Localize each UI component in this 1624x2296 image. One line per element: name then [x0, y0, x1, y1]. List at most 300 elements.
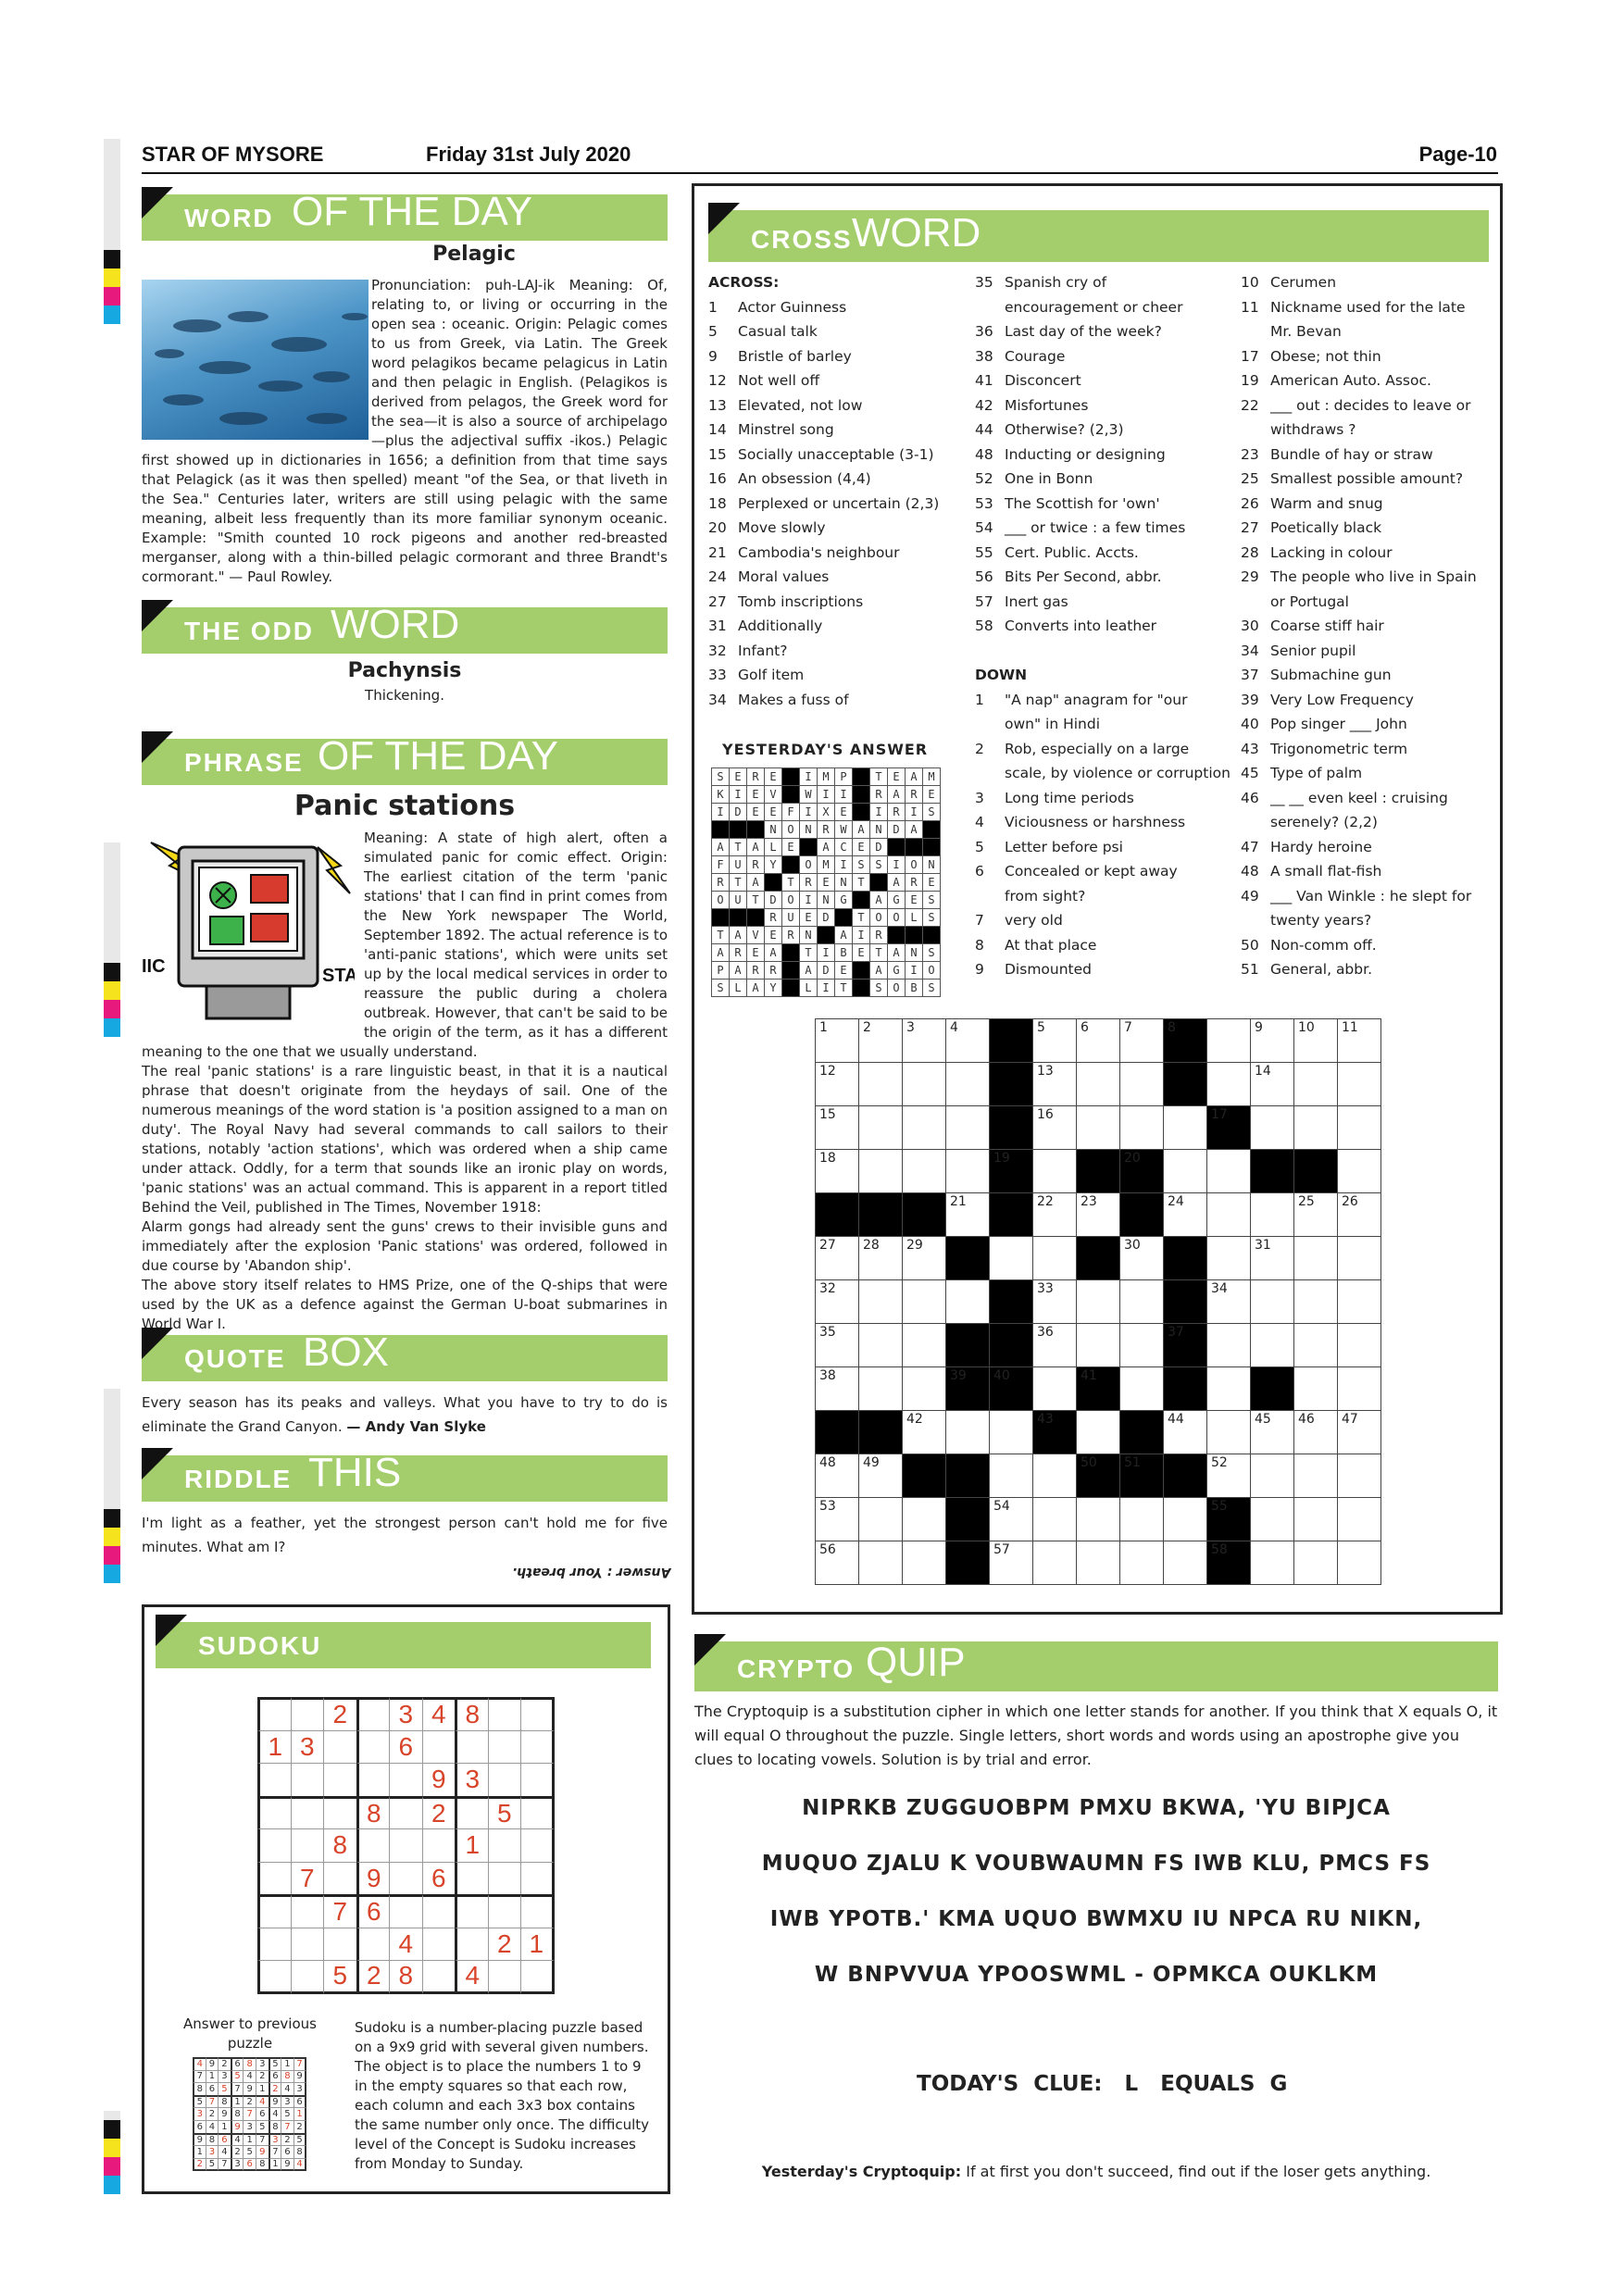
crossword-cell[interactable]	[815, 1018, 859, 1063]
crossword-cell[interactable]	[1293, 1366, 1338, 1411]
answer-letter: A	[869, 961, 888, 980]
answer-letter: K	[711, 785, 730, 804]
crossword-cell[interactable]	[1076, 1192, 1120, 1237]
cell-number: 34	[1211, 1281, 1228, 1296]
crossword-cell[interactable]	[1337, 1497, 1381, 1541]
sudoku-empty-cell[interactable]	[356, 1763, 391, 1797]
sudoku-empty-cell[interactable]	[389, 1828, 423, 1863]
crossword-cell[interactable]	[1163, 1410, 1207, 1454]
cell-number: 7	[1124, 1020, 1132, 1035]
banner-title-b: WORD	[852, 210, 981, 256]
previous-answer-digit: 1	[218, 2120, 231, 2134]
banner-title-b: WORD	[331, 602, 460, 647]
crossword-cell[interactable]	[1250, 1192, 1294, 1237]
black-square	[1163, 1236, 1207, 1280]
crossword-cell[interactable]	[902, 1062, 946, 1106]
clue-item	[708, 295, 949, 320]
previous-answer-digit: 2	[193, 2158, 206, 2172]
crossword-cell[interactable]	[1206, 1454, 1251, 1498]
crossword-cell[interactable]	[945, 1410, 990, 1454]
sudoku-empty-cell[interactable]	[520, 1960, 555, 1994]
crossword-cell[interactable]	[1163, 1497, 1207, 1541]
crossword-cell[interactable]	[1337, 1366, 1381, 1411]
answer-letter: R	[887, 803, 906, 821]
sudoku-given: 2	[323, 1697, 357, 1731]
crossword-cell[interactable]	[1032, 1149, 1077, 1193]
sudoku-empty-cell[interactable]	[422, 1730, 456, 1765]
crossword-cell[interactable]	[1337, 1018, 1381, 1063]
answer-letter: E	[764, 926, 782, 944]
crossword-cell[interactable]	[1206, 1062, 1251, 1106]
crossword-cell[interactable]	[1206, 1279, 1251, 1324]
crossword-cell[interactable]	[1076, 1541, 1120, 1585]
crossword-cell[interactable]	[1119, 1236, 1164, 1280]
clue-item	[1241, 443, 1495, 468]
sudoku-empty-cell[interactable]	[520, 1697, 555, 1731]
crossword-cell[interactable]	[945, 1062, 990, 1106]
answer-letter: O	[711, 891, 730, 909]
sudoku-empty-cell[interactable]	[291, 1960, 325, 1994]
crossword-cell[interactable]	[1250, 1454, 1294, 1498]
black-square	[1119, 1192, 1164, 1237]
sudoku-empty-cell[interactable]	[323, 1763, 357, 1797]
crossword-cell[interactable]	[1163, 1541, 1207, 1585]
answer-letter: N	[869, 820, 888, 839]
sudoku-empty-cell[interactable]	[389, 1796, 423, 1830]
sudoku-empty-cell[interactable]	[520, 1763, 555, 1797]
crossword-cell[interactable]	[1206, 1236, 1251, 1280]
clue-number	[975, 884, 1005, 909]
crossword-cell[interactable]	[945, 1105, 990, 1150]
sudoku-empty-cell[interactable]	[520, 1730, 555, 1765]
sudoku-empty-cell[interactable]	[323, 1730, 357, 1765]
sudoku-empty-cell[interactable]	[520, 1894, 555, 1928]
crossword-cell[interactable]	[902, 1018, 946, 1063]
clue-number: 5	[708, 323, 718, 340]
crossword-cell[interactable]	[902, 1410, 946, 1454]
cell-number: 46	[1298, 1412, 1315, 1427]
crossword-cell[interactable]	[815, 1541, 859, 1585]
crossword-cell[interactable]	[1076, 1410, 1120, 1454]
crossword-cell[interactable]	[1250, 1062, 1294, 1106]
clue-text: withdraws ?	[1270, 421, 1356, 438]
sudoku-empty-cell[interactable]	[323, 1796, 357, 1830]
registration-yellow	[104, 2139, 120, 2157]
clue-number	[1241, 908, 1270, 933]
sudoku-empty-cell[interactable]	[356, 1928, 391, 1962]
crossword-cell[interactable]	[1250, 1105, 1294, 1150]
clue-list	[708, 295, 949, 713]
sudoku-title: SUDOKU	[198, 1631, 322, 1660]
previous-answer-digit: 4	[206, 2120, 219, 2134]
clue-number	[975, 295, 1005, 320]
crossword-cell[interactable]	[1119, 1018, 1164, 1063]
answer-letter: O	[887, 979, 906, 997]
yesterday-cryptoquip-label: Yesterday's Cryptoquip:	[761, 2163, 962, 2180]
answer-letter: O	[922, 961, 941, 980]
crossword-cell[interactable]	[815, 1236, 859, 1280]
clue-number: 22	[1241, 396, 1259, 414]
sudoku-empty-cell[interactable]	[356, 1828, 391, 1863]
cell-number: 57	[993, 1542, 1010, 1557]
crossword-cell[interactable]	[1119, 1105, 1164, 1150]
crossword-cell[interactable]	[1337, 1323, 1381, 1367]
crossword-cell[interactable]	[902, 1366, 946, 1411]
crossword-cell[interactable]	[815, 1105, 859, 1150]
sudoku-empty-cell[interactable]	[455, 1730, 489, 1765]
crossword-cell[interactable]	[1206, 1018, 1251, 1063]
crossword-cell[interactable]	[1337, 1105, 1381, 1150]
crossword-cell[interactable]	[989, 1410, 1033, 1454]
sudoku-empty-cell[interactable]	[488, 1862, 522, 1896]
crossword-cell[interactable]	[1076, 1497, 1120, 1541]
crossword-cell[interactable]	[1076, 1062, 1120, 1106]
clue-item	[1241, 957, 1495, 982]
crossword-cell[interactable]	[858, 1105, 903, 1150]
crossword-cell[interactable]	[1337, 1062, 1381, 1106]
sudoku-empty-cell[interactable]	[291, 1894, 325, 1928]
crossword-cell[interactable]	[902, 1279, 946, 1324]
sudoku-empty-cell[interactable]	[257, 1894, 292, 1928]
crossword-cell[interactable]	[1293, 1062, 1338, 1106]
sudoku-empty-cell[interactable]	[323, 1928, 357, 1962]
crossword-cell[interactable]	[1032, 1497, 1077, 1541]
crossword-cell[interactable]	[902, 1105, 946, 1150]
sudoku-empty-cell[interactable]	[323, 1862, 357, 1896]
black-square	[989, 1323, 1033, 1367]
crossword-cell[interactable]	[1337, 1541, 1381, 1585]
previous-answer-digit: 1	[193, 2145, 206, 2159]
answer-letter: A	[799, 961, 818, 980]
crossword-cell[interactable]	[902, 1497, 946, 1541]
answer-letter: N	[799, 926, 818, 944]
clue-text: "A nap" anagram for "our	[1005, 691, 1188, 708]
crossword-cell[interactable]	[1032, 1062, 1077, 1106]
clue-text: At that place	[1005, 936, 1097, 954]
crossword-cell[interactable]	[858, 1323, 903, 1367]
previous-answer-digit: 3	[294, 2082, 307, 2096]
crossword-cell[interactable]	[902, 1149, 946, 1193]
clue-item	[1241, 908, 1495, 933]
clue-text: or Portugal	[1270, 593, 1349, 610]
clue-text: Trigonometric term	[1270, 740, 1408, 757]
crossword-cell[interactable]	[858, 1149, 903, 1193]
clue-item	[1241, 663, 1495, 688]
crossword-cell[interactable]	[1293, 1497, 1338, 1541]
clue-number: 17	[1241, 347, 1259, 365]
sudoku-empty-cell[interactable]	[291, 1796, 325, 1830]
crossword-cell[interactable]	[1163, 1149, 1207, 1193]
cell-number: 33	[1037, 1281, 1054, 1296]
clue-number	[1241, 590, 1270, 615]
clue-text: Casual talk	[738, 323, 818, 340]
sudoku-empty-cell[interactable]	[455, 1894, 489, 1928]
crossword-cell[interactable]	[1076, 1018, 1120, 1063]
crossword-cell[interactable]	[902, 1541, 946, 1585]
crossword-cell[interactable]	[1206, 1323, 1251, 1367]
previous-answer-digit: 2	[243, 2095, 256, 2109]
clue-text: very old	[1005, 912, 1063, 929]
answer-letter: M	[817, 767, 835, 786]
cell-number: 11	[1342, 1020, 1358, 1035]
sudoku-empty-cell[interactable]	[488, 1697, 522, 1731]
answer-letter: I	[834, 785, 853, 804]
sudoku-empty-cell[interactable]	[520, 1828, 555, 1863]
crossword-cell[interactable]	[858, 1062, 903, 1106]
sudoku-empty-cell[interactable]	[455, 1928, 489, 1962]
clue-number: 8	[975, 936, 984, 954]
across-label: ACROSS:	[708, 274, 780, 291]
sudoku-empty-cell[interactable]	[488, 1763, 522, 1797]
crossword-cell[interactable]	[858, 1279, 903, 1324]
crossword-cell[interactable]	[1206, 1149, 1251, 1193]
previous-answer-digit: 6	[269, 2070, 282, 2084]
clue-number	[975, 761, 1005, 786]
crossword-cell[interactable]	[1032, 1279, 1077, 1324]
sudoku-empty-cell[interactable]	[488, 1828, 522, 1863]
black-square	[945, 1366, 990, 1411]
crossword-cell[interactable]	[815, 1149, 859, 1193]
crossword-cell[interactable]	[1119, 1541, 1164, 1585]
answer-letter: D	[817, 961, 835, 980]
crossword-cell[interactable]	[858, 1018, 903, 1063]
crossword-cell[interactable]	[1119, 1279, 1164, 1324]
sudoku-empty-cell[interactable]	[291, 1828, 325, 1863]
sudoku-empty-cell[interactable]	[455, 1862, 489, 1896]
answer-letter: A	[905, 820, 923, 839]
crossword-cell[interactable]	[858, 1366, 903, 1411]
sudoku-empty-cell[interactable]	[291, 1697, 325, 1731]
clue-item	[1241, 368, 1495, 393]
crossword-cell[interactable]	[1076, 1279, 1120, 1324]
crossword-cell[interactable]	[815, 1279, 859, 1324]
sudoku-empty-cell[interactable]	[422, 1960, 456, 1994]
sudoku-empty-cell[interactable]	[356, 1697, 391, 1731]
crossword-cell[interactable]	[1250, 1236, 1294, 1280]
crossword-cell[interactable]	[945, 1018, 990, 1063]
riddle-answer: Answer : Your breath.	[512, 1565, 671, 1579]
answer-letter: A	[869, 891, 888, 909]
answer-letter: P	[711, 961, 730, 980]
crossword-cell[interactable]	[1293, 1454, 1338, 1498]
sudoku-empty-cell[interactable]	[520, 1862, 555, 1896]
crossword-cell[interactable]	[945, 1192, 990, 1237]
crossword-cell[interactable]	[1163, 1105, 1207, 1150]
crossword-cell[interactable]	[989, 1541, 1033, 1585]
black-square	[852, 803, 870, 821]
crossword-cell[interactable]	[1337, 1454, 1381, 1498]
crossword-cell[interactable]	[858, 1541, 903, 1585]
answer-letter: N	[905, 943, 923, 962]
crossword-cell[interactable]	[815, 1062, 859, 1106]
sudoku-empty-cell[interactable]	[422, 1828, 456, 1863]
clue-text: One in Bonn	[1005, 470, 1093, 487]
crossword-cell[interactable]	[1119, 1062, 1164, 1106]
sudoku-empty-cell[interactable]	[422, 1928, 456, 1962]
crossword-cell[interactable]	[1250, 1323, 1294, 1367]
sudoku-empty-cell[interactable]	[488, 1960, 522, 1994]
answer-letter: I	[711, 803, 730, 821]
answer-letter: O	[887, 908, 906, 927]
answer-letter: O	[781, 820, 800, 839]
crossword-cell[interactable]	[1032, 1236, 1077, 1280]
crossword-cell[interactable]	[1119, 1323, 1164, 1367]
black-square	[852, 785, 870, 804]
sudoku-empty-cell[interactable]	[291, 1928, 325, 1962]
previous-answer-digit: 2	[294, 2120, 307, 2134]
clue-item	[708, 590, 949, 615]
crossword-cell[interactable]	[1032, 1454, 1077, 1498]
clue-number: 6	[975, 863, 984, 880]
sudoku-empty-cell[interactable]	[257, 1828, 292, 1863]
sudoku-given: 1	[455, 1828, 489, 1863]
crossword-cell[interactable]	[1163, 1192, 1207, 1237]
crossword-cell[interactable]	[1293, 1236, 1338, 1280]
cell-number: 52	[1211, 1455, 1228, 1470]
clue-number: 10	[1241, 274, 1259, 291]
crossword-cell[interactable]	[1032, 1192, 1077, 1237]
black-square	[1076, 1236, 1120, 1280]
crossword-cell[interactable]	[1293, 1105, 1338, 1150]
previous-answer-digit: 2	[281, 2133, 294, 2147]
crossword-cell[interactable]	[858, 1454, 903, 1498]
sudoku-empty-cell[interactable]	[455, 1796, 489, 1830]
crossword-cell[interactable]	[989, 1236, 1033, 1280]
sudoku-empty-cell[interactable]	[257, 1862, 292, 1896]
crossword-cell[interactable]	[815, 1366, 859, 1411]
cell-number: 3	[906, 1020, 915, 1035]
crossword-cell[interactable]	[1119, 1366, 1164, 1411]
sudoku-empty-cell[interactable]	[389, 1894, 423, 1928]
crossword-cell[interactable]	[858, 1497, 903, 1541]
crossword-cell[interactable]	[815, 1454, 859, 1498]
registration-magenta	[104, 287, 120, 306]
sudoku-given: 6	[422, 1862, 456, 1896]
previous-answer-digit: 5	[231, 2070, 244, 2084]
sudoku-empty-cell[interactable]	[389, 1862, 423, 1896]
cell-number: 30	[1124, 1238, 1141, 1253]
sudoku-empty-cell[interactable]	[356, 1730, 391, 1765]
crossword-cell[interactable]	[989, 1497, 1033, 1541]
answer-letter: E	[746, 785, 765, 804]
phrase-paragraph-1: Meaning: A state of high alert, often a simulated panic for comic effect. Origin: The earliest citation of the term 'panic stations' that I can find in print comes from the New York newspaper The World, September 1892. The actual reference is to 'anti-panic stations', which were units set up by the local medical services in order to reassure the public during a cholera outbreak. However, that can't be said to be the origin of the term, as it has a different meaning to the one that we usually understand.	[142, 830, 668, 1060]
answer-letter: T	[729, 873, 747, 892]
crossword-cell[interactable]	[945, 1149, 990, 1193]
crossword-cell[interactable]	[1293, 1018, 1338, 1063]
sudoku-empty-cell[interactable]	[257, 1697, 292, 1731]
crossword-cell[interactable]	[1337, 1192, 1381, 1237]
crossword-cell[interactable]	[858, 1236, 903, 1280]
crossword-cell[interactable]	[945, 1279, 990, 1324]
answer-letter: U	[781, 908, 800, 927]
crossword-cell[interactable]	[1032, 1541, 1077, 1585]
crossword-cell[interactable]	[1337, 1149, 1381, 1193]
clue-item	[708, 639, 949, 664]
sudoku-empty-cell[interactable]	[389, 1763, 423, 1797]
sudoku-empty-cell[interactable]	[520, 1796, 555, 1830]
sudoku-empty-cell[interactable]	[488, 1894, 522, 1928]
sudoku-empty-cell[interactable]	[257, 1763, 292, 1797]
crossword-cell[interactable]	[815, 1497, 859, 1541]
crossword-cell[interactable]	[1293, 1410, 1338, 1454]
answer-letter: R	[746, 961, 765, 980]
black-square	[781, 767, 800, 786]
crossword-cell[interactable]	[1293, 1279, 1338, 1324]
clue-number: 15	[708, 445, 727, 463]
crossword-cell[interactable]	[1250, 1497, 1294, 1541]
previous-answer-digit: 7	[206, 2095, 219, 2109]
crossword-cell[interactable]	[1206, 1410, 1251, 1454]
crossword-cell[interactable]	[989, 1454, 1033, 1498]
cryptoquip-line-4: W BNPVVUA YPOOSWML - OPMKCA OUKLKM	[814, 1963, 1379, 1987]
clue-text: Moral values	[738, 568, 830, 585]
answer-letter: T	[869, 767, 888, 786]
black-square	[869, 873, 888, 892]
previous-answer-digit: 9	[256, 2145, 269, 2159]
sudoku-empty-cell[interactable]	[422, 1894, 456, 1928]
previous-answer-digit: 8	[294, 2145, 307, 2159]
crossword-cell[interactable]	[1337, 1279, 1381, 1324]
clue-item	[1241, 810, 1495, 835]
answer-letter: D	[869, 838, 888, 856]
sudoku-given: 1	[257, 1730, 292, 1765]
crossword-cell[interactable]	[1032, 1018, 1077, 1063]
answer-letter: N	[764, 820, 782, 839]
crossword-cell[interactable]	[1032, 1323, 1077, 1367]
clue-list	[975, 270, 1243, 639]
clue-number: 1	[708, 298, 718, 316]
crossword-cell[interactable]	[1250, 1018, 1294, 1063]
previous-answer-digit: 5	[269, 2057, 282, 2071]
crossword-cell[interactable]	[902, 1236, 946, 1280]
previous-answer-digit: 9	[206, 2057, 219, 2071]
crossword-cell[interactable]	[1076, 1323, 1120, 1367]
sudoku-empty-cell[interactable]	[257, 1796, 292, 1830]
crossword-cell[interactable]	[1293, 1192, 1338, 1237]
sudoku-empty-cell[interactable]	[291, 1763, 325, 1797]
black-square	[902, 1454, 946, 1498]
answer-letter: O	[799, 855, 818, 874]
crossword-cell[interactable]	[1250, 1410, 1294, 1454]
crossword-cell[interactable]	[1032, 1366, 1077, 1411]
crossword-cell[interactable]	[1206, 1366, 1251, 1411]
crossword-cell[interactable]	[815, 1323, 859, 1367]
sudoku-empty-cell[interactable]	[257, 1928, 292, 1962]
crossword-cell[interactable]	[1337, 1236, 1381, 1280]
sudoku-empty-cell[interactable]	[257, 1960, 292, 1994]
clue-text: Concealed or kept away	[1005, 863, 1178, 880]
black-square	[1163, 1062, 1207, 1106]
crossword-cell[interactable]	[1293, 1541, 1338, 1585]
crossword-cell[interactable]	[1206, 1192, 1251, 1237]
black-square	[852, 767, 870, 786]
clue-item	[708, 368, 949, 393]
sudoku-empty-cell[interactable]	[488, 1730, 522, 1765]
clue-number: 30	[1241, 618, 1259, 634]
crossword-cell[interactable]	[1293, 1323, 1338, 1367]
crossword-cell[interactable]	[1119, 1497, 1164, 1541]
crossword-cell[interactable]	[1076, 1105, 1120, 1150]
crossword-cell[interactable]	[1250, 1279, 1294, 1324]
answer-letter: E	[817, 873, 835, 892]
crossword-cell[interactable]	[1032, 1105, 1077, 1150]
crossword-cell[interactable]	[1337, 1410, 1381, 1454]
previous-answer-digit: 7	[218, 2158, 231, 2172]
clue-text: Actor Guinness	[738, 298, 847, 316]
crossword-cell[interactable]	[1250, 1541, 1294, 1585]
cell-number: 43	[1037, 1412, 1054, 1427]
crossword-cell[interactable]	[902, 1323, 946, 1367]
